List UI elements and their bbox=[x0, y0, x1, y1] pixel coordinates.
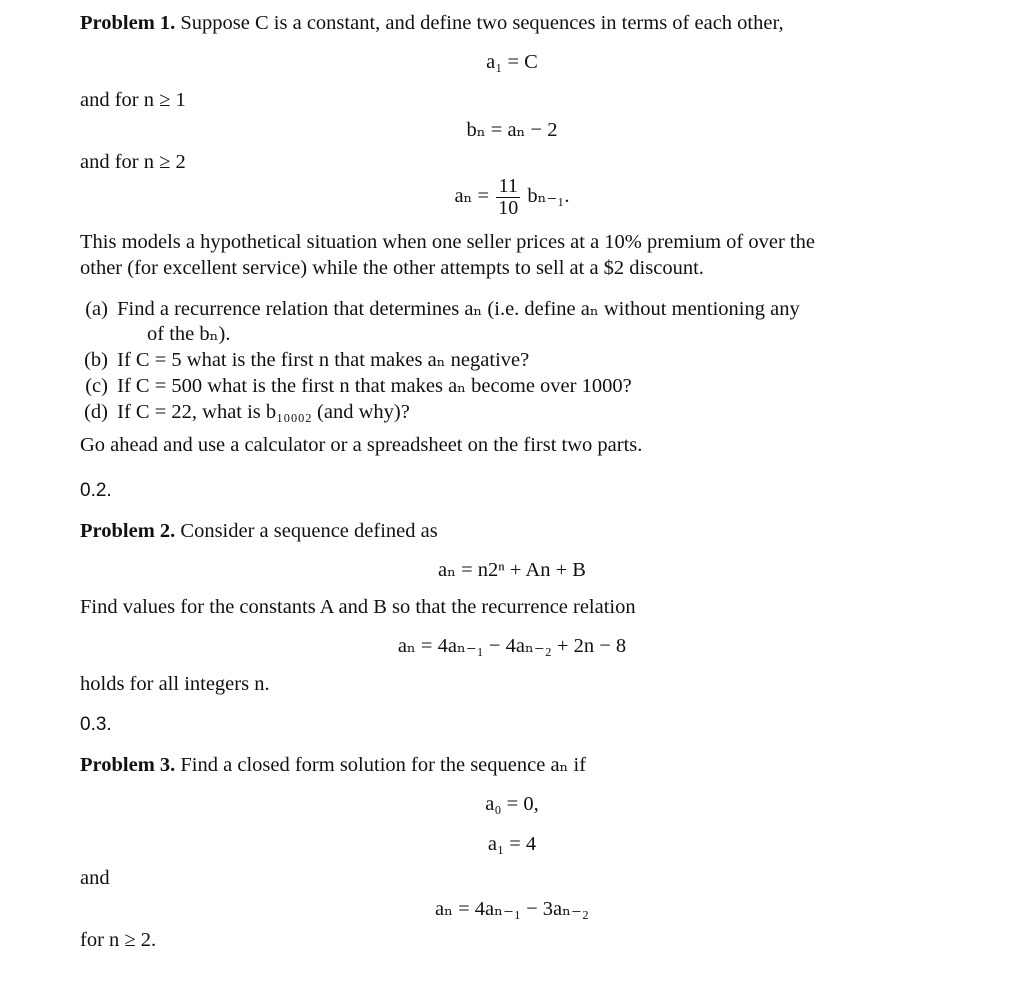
equation-an-fraction bbox=[0, 176, 1024, 219]
part-b-text: If C = 5 what is the first n that makes aₙ negative? bbox=[117, 349, 530, 371]
part-d-label: (d) bbox=[84, 401, 108, 423]
equation-bn: bₙ = aₙ − 2 bbox=[466, 119, 558, 141]
problem-2-intro: Consider a sequence defined as bbox=[180, 520, 438, 542]
part-d-text: If C = 22, what is b₁₀₀₀₂ (and why)? bbox=[117, 401, 410, 423]
section-number-0-3: 0.3. bbox=[80, 714, 112, 735]
problem-3-heading: Problem 3. bbox=[80, 754, 176, 776]
condition-n-ge-2: and for n ≥ 2 bbox=[80, 151, 186, 173]
description-line-2: other (for excellent service) while the other attempts to sell at a $2 discount. bbox=[80, 257, 704, 279]
description-line-1: This models a hypothetical situation when one seller prices at a 10% premium of over the bbox=[80, 231, 815, 253]
problem-2-intro-line bbox=[80, 521, 438, 542]
problem-3-intro: Find a closed form solution for the sequence aₙ if bbox=[180, 754, 587, 776]
part-a-continuation: of the bₙ). bbox=[147, 323, 231, 345]
problem-3-intro-line bbox=[80, 755, 586, 776]
equation-recurrence: aₙ = 4aₙ₋₁ − 4aₙ₋₂ + 2n − 8 bbox=[397, 635, 627, 657]
equation-an-lhs: aₙ = bbox=[454, 185, 490, 208]
part-c-text: If C = 500 what is the first n that makes aₙ become over 1000? bbox=[117, 375, 632, 397]
condition-n-ge-1: and for n ≥ 1 bbox=[80, 89, 186, 111]
problem-3-closing: for n ≥ 2. bbox=[80, 929, 157, 951]
part-a bbox=[70, 299, 800, 320]
equation-a1-value: a₁ = 4 bbox=[487, 833, 537, 855]
and-text: and bbox=[80, 867, 110, 889]
part-d bbox=[70, 402, 410, 423]
problem-1-intro: Suppose C is a constant, and define two sequences in terms of each other, bbox=[180, 12, 784, 34]
part-a-label: (a) bbox=[85, 298, 108, 320]
problem-2-text: Find values for the constants A and B so that the recurrence relation bbox=[80, 596, 636, 618]
fraction-denominator: 10 bbox=[498, 197, 519, 219]
problem-2-heading: Problem 2. bbox=[80, 520, 176, 542]
part-b bbox=[70, 350, 529, 371]
part-b-label: (b) bbox=[84, 349, 108, 371]
equation-an-rhs: bₙ₋₁. bbox=[527, 185, 570, 208]
part-a-text: Find a recurrence relation that determines aₙ (i.e. define aₙ without mentioning any bbox=[117, 298, 800, 320]
equation-problem-3-recurrence: aₙ = 4aₙ₋₁ − 3aₙ₋₂ bbox=[435, 898, 589, 920]
fraction-numerator: 11 bbox=[496, 176, 520, 198]
calculator-note: Go ahead and use a calculator or a spreadsheet on the first two parts. bbox=[80, 434, 643, 456]
part-c-label: (c) bbox=[85, 375, 108, 397]
equation-a1: a₁ = C bbox=[486, 51, 538, 73]
part-c bbox=[70, 376, 632, 397]
equation-an-closed: aₙ = n2ⁿ + An + B bbox=[438, 559, 586, 581]
problem-1-intro-line bbox=[80, 13, 784, 34]
section-number-0-2: 0.2. bbox=[80, 480, 112, 501]
problem-1-heading: Problem 1. bbox=[80, 12, 176, 34]
fraction-11-over-10 bbox=[496, 176, 520, 219]
problem-2-closing: holds for all integers n. bbox=[80, 673, 270, 695]
equation-a0: a₀ = 0, bbox=[485, 793, 539, 815]
